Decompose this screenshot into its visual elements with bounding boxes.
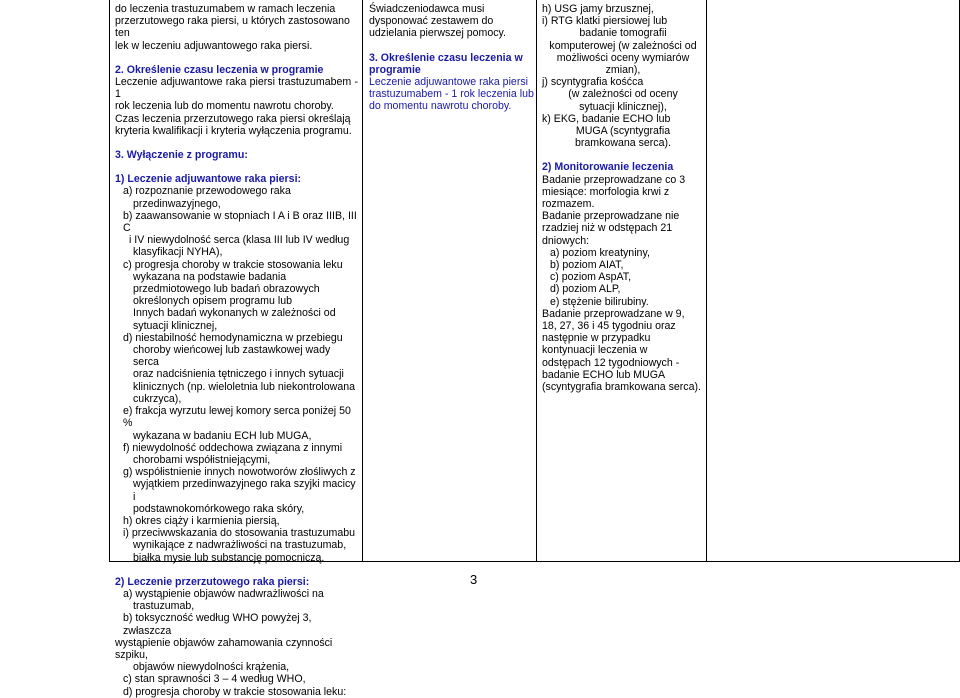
text-line: Czas leczenia przerzutowego raka piersi określają	[115, 112, 351, 125]
text-line: do momentu nawrotu choroby.	[369, 100, 512, 113]
text-line: programie	[369, 63, 421, 76]
list-item: rozmazem.	[542, 198, 595, 211]
list-item: c) stan sprawności 3 – 4 według WHO,	[123, 673, 306, 686]
column-3	[542, 3, 704, 393]
list-item: j) scyntygrafia kośćca	[542, 76, 644, 89]
list-item: choroby wieńcowej lub zastawkowej wady serca	[133, 344, 331, 369]
list-item: i) przeciwwskazania do stosowania trastuzumabu	[123, 527, 355, 540]
col1-subsection-1-list	[115, 185, 358, 563]
list-item: i IV niewydolność serca (klasa III lub IV według	[129, 234, 350, 247]
list-item: (scyntygrafia bramkowana serca).	[542, 381, 701, 394]
list-item: 18, 27, 36 i 45 tygodniu oraz	[542, 320, 676, 333]
col2-section-3-body	[369, 76, 534, 113]
list-item: wyjątkiem przedinwazyjnego raka szyjki macicy i	[133, 478, 356, 503]
list-item: wynikające z nadwrażliwości na trastuzumab,	[133, 539, 347, 552]
col1-section-3-title: 3. Wyłączenie z programu:	[115, 149, 248, 162]
list-item: komputerowej (w zależności od	[549, 39, 697, 52]
list-item: Badanie przeprowadzane w 9,	[542, 307, 685, 320]
list-item: g) współistnienie innych nowotworów złośliwych z	[123, 466, 356, 479]
text-line: Leczenie adjuwantowe raka piersi trastuzumabem - 1	[115, 76, 358, 101]
list-item: możliwości oceny wymiarów	[556, 51, 690, 64]
col1-subsection-2-title: 2) Leczenie przerzutowego raka piersi:	[115, 575, 310, 588]
list-item: sytuacji klinicznej,	[133, 319, 218, 332]
list-item: białka mysie lub substancję pomocniczą.	[133, 551, 325, 564]
list-item: klinicznych (np. wieloletnia lub niekontrolowana	[133, 380, 356, 393]
text-line: rok leczenia lub do momentu nawrotu choroby.	[115, 100, 334, 113]
list-item: miesiące: morfologia krwi z	[542, 185, 670, 198]
list-item: chorobami współistniejącymi,	[133, 453, 271, 466]
list-item: d) progresja choroby w trakcie stosowania leku:	[123, 685, 347, 698]
col2-section-3-title	[369, 52, 534, 76]
list-item: c) poziom AspAT,	[550, 271, 632, 284]
col1-section-2-body	[115, 76, 358, 137]
list-item: przedmiotowego lub badań obrazowych	[133, 283, 320, 296]
list-item: i) RTG klatki piersiowej lub	[542, 15, 668, 28]
column-1	[115, 3, 358, 698]
list-item: a) poziom kreatyniny,	[550, 246, 650, 259]
col1-subsection-2-list	[115, 588, 358, 698]
list-item: Innych badań wykonanych w zależności od	[133, 307, 336, 320]
list-item: trastuzumab,	[133, 600, 195, 613]
col1-subsection-1-title: 1) Leczenie adjuwantowe raka piersi:	[115, 173, 302, 186]
col3-section-2-title: 2) Monitorowanie leczenia	[542, 161, 674, 174]
list-item: przedinwazyjnego,	[133, 197, 221, 210]
list-item: badanie tomografii	[579, 27, 667, 40]
list-item: k) EKG, badanie ECHO lub	[542, 112, 671, 125]
text-line: udzielania pierwszej pomocy.	[369, 27, 506, 40]
list-item: f) niewydolność oddechowa związana z innymi	[123, 441, 343, 454]
col1-top	[115, 3, 358, 52]
list-item: wystąpienie objawów zahamowania czynności szpiku,	[115, 636, 333, 661]
column-rule	[109, 0, 110, 562]
page-number: 3	[470, 572, 478, 587]
list-item: wykazana w badaniu ECH lub MUGA,	[133, 429, 312, 442]
column-2	[369, 3, 534, 113]
list-item: d) poziom ALP,	[550, 283, 621, 296]
list-item: bramkowana serca).	[575, 137, 671, 150]
column-rule	[536, 0, 537, 562]
list-item: sytuacji klinicznej),	[579, 100, 667, 113]
list-item: kontynuacji leczenia w	[542, 344, 648, 357]
list-item: klasyfikacji NYHA),	[133, 246, 223, 259]
list-item: oraz nadciśnienia tętniczego i innych sytuacji	[133, 368, 344, 381]
list-item: Badanie przeprowadzane co 3	[542, 173, 686, 186]
col3-examinations-list	[542, 3, 704, 149]
text-line: trastuzumabem - 1 rok leczenia lub	[369, 88, 534, 101]
list-item: b) zaawansowanie w stopniach I A i B oraz IIIB, III C	[123, 209, 357, 235]
list-item: h) okres ciąży i karmienia piersią,	[123, 514, 280, 527]
list-item: a) wystąpienie objawów nadwrażliwości na	[123, 587, 324, 600]
text-line: kryteria kwalifikacji i kryteria wyłączenia programu.	[115, 124, 352, 137]
col1-section-2-title: 2. Określenie czasu leczenia w programie	[115, 63, 324, 76]
list-item: b) toksyczność według WHO powyżej 3, zwłaszcza	[123, 612, 312, 637]
column-rule	[706, 0, 707, 562]
list-item: wykazana na podstawie badania	[133, 270, 287, 283]
text-line: dysponować zestawem do	[369, 15, 494, 28]
list-item: (w zależności od oceny	[568, 88, 678, 101]
text-line: do leczenia trastuzumabem w ramach leczenia	[115, 3, 336, 15]
col2-intro	[369, 3, 534, 40]
text-line: 3. Określenie czasu leczenia w	[369, 51, 523, 64]
text-line: Świadczeniodawca musi	[369, 3, 485, 15]
text-line: lek w leczeniu adjuwantowego raka piersi.	[115, 39, 313, 52]
list-item: podstawnokomórkowego raka skóry,	[133, 502, 305, 515]
list-item: b) poziom AIAT,	[550, 259, 624, 272]
col3-section-2-body	[542, 174, 704, 394]
list-item: MUGA (scyntygrafia	[575, 125, 671, 138]
list-item: badanie ECHO lub MUGA	[542, 368, 666, 381]
list-item: a) rozpoznanie przewodowego raka	[123, 185, 291, 198]
list-item: określonych opisem programu lub	[133, 295, 292, 308]
list-item: e) frakcja wyrzutu lewej komory serca poniżej 50 %	[123, 405, 351, 430]
list-item: e) stężenie bilirubiny.	[550, 295, 649, 308]
list-item: cukrzyca),	[133, 392, 182, 405]
list-item: d) niestabilność hemodynamiczna w przebiegu	[123, 331, 343, 344]
list-item: rzadziej niż w odstępach 21	[542, 222, 673, 235]
list-item: odstępach 12 tygodniowych -	[542, 356, 680, 369]
text-line: przerzutowego raka piersi, u których zastosowano ten	[115, 15, 350, 40]
list-item: objawów niewydolności krążenia,	[133, 661, 290, 674]
column-rule	[362, 0, 363, 562]
list-item: następnie w przypadku	[542, 332, 651, 345]
text-line: Leczenie adjuwantowe raka piersi	[369, 76, 528, 89]
list-item: c) progresja choroby w trakcie stosowania leku	[123, 258, 343, 271]
list-item: Badanie przeprowadzane nie	[542, 210, 680, 223]
list-item: h) USG jamy brzusznej,	[542, 3, 654, 15]
list-item: dniowych:	[542, 234, 590, 247]
list-item: zmian),	[605, 64, 641, 77]
